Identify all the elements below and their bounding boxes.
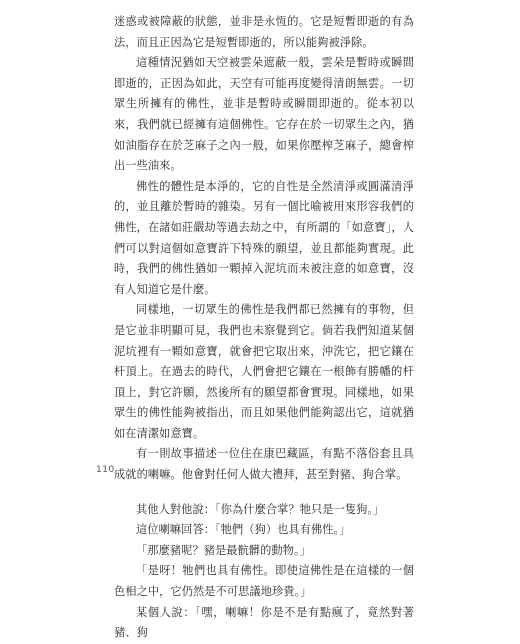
- paragraph: 同樣地，一切眾生的佛性是我們都已然擁有的事物，但是它並非明顯可見，我們也未察覺到它。倘若我們知道某個泥坑裡有一顆如意寶，就會把它取出來，沖洗它，把它鑲在杆頂上。在過去的時代，人們會把它鑲在一根飾有勝幡的杆頂上，對它許願，然後所有的願望都會實現。同樣地，如果眾生的佛性能夠被指出，而且如果他們能夠認出它，這就猶如在清潔如意寶。: [114, 303, 414, 440]
- dialogue-line: 某個人說：「嘿，喇嘛！你是不是有點瘋了，竟然對著豬、狗: [114, 605, 414, 640]
- paragraph-spacer: [114, 486, 414, 500]
- dialogue-line: 「那麼豬呢？豬是最骯髒的動物。」: [136, 543, 312, 557]
- page-number: 110: [96, 465, 115, 475]
- dialogue-line: 其他人對他說：「你為什麼合掌？牠只是一隻狗。」: [136, 502, 385, 516]
- paragraph: 有一則故事描述一位住在康巴藏區，有點不落俗套且具成就的喇嘛。他會對任何人做大禮拜，甚至對豬、狗合掌。: [114, 447, 414, 482]
- body-text: [114, 12, 414, 644]
- dialogue-line: 「是呀！牠們也具有佛性。即使這佛性是在這樣的一個色相之中，它仍然是不可思議地珍貴。」: [114, 564, 414, 599]
- paragraph: 迷惑或被障蔽的狀態，並非是永恆的。它是短暫即逝的有為法，而且正因為它是短暫即逝的，所以能夠被淨除。: [114, 15, 414, 49]
- dialogue-line: 這位喇嘛回答：「牠們（狗）也具有佛性。」: [136, 523, 351, 537]
- paragraph: 這種情況猶如天空被雲朵遮蔽一般，雲朵是暫時或瞬間即逝的，正因為如此，天空有可能再度變得清朗無雲。一切眾生所擁有的佛性，並非是暫時或瞬間即逝的。從本初以來，我們就已經擁有這個佛性。它存在於一切眾生之內，猶如油脂存在於芝麻子之內一般，如果你壓榨芝麻子，總會榨出一些油來。: [114, 56, 414, 173]
- paragraph: 佛性的體性是本淨的，它的自性是全然清淨或圓滿清淨的，並且離於暫時的雜染。另有一個比喻被用來形容我們的佛性，在諸如莊嚴劫等過去劫之中，有所謂的「如意寶」，人們可以對這個如意寶許下特殊的願望，並且都能夠實現。此時，我們的佛性猶如一顆掉入泥坑而未被注意的如意寶，沒有人知道它是什麼。: [114, 179, 414, 296]
